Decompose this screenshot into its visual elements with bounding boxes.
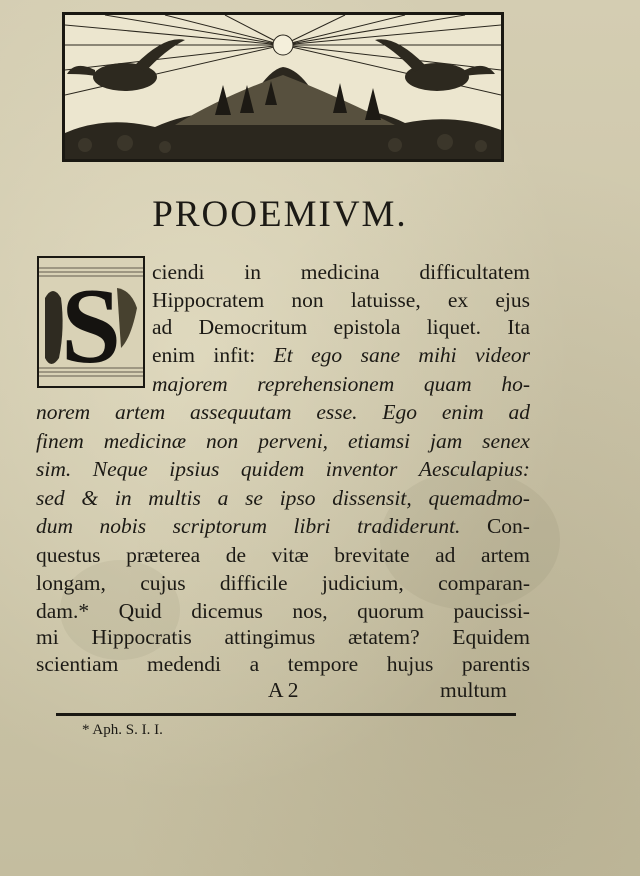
- text-line-3: [152, 317, 530, 339]
- word: nos,: [292, 599, 328, 623]
- word: senex: [482, 429, 530, 453]
- word: dicemus: [191, 599, 263, 623]
- catchword: multum: [440, 678, 507, 702]
- woodcut-headpiece: [62, 12, 504, 162]
- decorated-initial: [37, 256, 145, 388]
- word: ipso: [279, 486, 316, 510]
- word: se: [245, 486, 263, 510]
- word: longam,: [36, 571, 106, 595]
- word: ejus: [495, 288, 530, 312]
- word: non: [206, 429, 239, 453]
- word: Ita: [507, 315, 530, 339]
- initial-letter: S: [60, 267, 122, 386]
- word: sane: [360, 343, 401, 367]
- word: videor: [475, 343, 530, 367]
- word: comparan-: [438, 571, 530, 595]
- word: ad: [152, 315, 173, 339]
- word: Ego: [382, 400, 417, 424]
- word: Democritum: [198, 315, 308, 339]
- word: libri: [293, 514, 331, 538]
- text-line-2: [152, 290, 530, 312]
- word: Et: [273, 343, 293, 367]
- word: vitæ: [271, 543, 309, 567]
- word: scriptorum: [172, 514, 268, 538]
- text-line-12: [36, 573, 530, 595]
- word: attingimus: [224, 625, 316, 649]
- word: Neque: [92, 457, 148, 481]
- word: majorem: [152, 372, 228, 396]
- word: sim.: [36, 457, 72, 481]
- word: assequutam: [189, 400, 292, 424]
- word: mihi: [418, 343, 457, 367]
- word: ho-: [501, 372, 530, 396]
- word: parentis: [461, 652, 530, 676]
- word: jam: [430, 429, 463, 453]
- word: questus: [36, 543, 101, 567]
- word: quorum: [357, 599, 425, 623]
- word: in: [244, 260, 262, 284]
- word: ætatem?: [348, 625, 420, 649]
- word: Equidem: [452, 625, 530, 649]
- word: dam.*: [36, 599, 90, 623]
- word: Hippocratis: [91, 625, 192, 649]
- footnote-rule: [56, 713, 516, 716]
- word: tempore: [287, 652, 359, 676]
- word: difficultatem: [419, 260, 530, 284]
- text-line-1: [152, 262, 530, 284]
- word: cujus: [140, 571, 186, 595]
- text-line-8: [36, 459, 530, 481]
- word: inventor: [325, 457, 398, 481]
- word: medicinæ: [103, 429, 187, 453]
- word: ad: [508, 400, 530, 424]
- word: brevitate: [334, 543, 410, 567]
- word: esse.: [316, 400, 358, 424]
- word: perveni,: [258, 429, 329, 453]
- word: norem: [36, 400, 91, 424]
- word: tradiderunt.: [357, 514, 461, 538]
- word: ex: [447, 288, 469, 312]
- word: artem: [481, 543, 530, 567]
- word: ciendi: [152, 260, 205, 284]
- text-line-4: [152, 345, 530, 367]
- word: ad: [435, 543, 456, 567]
- word: scientiam: [36, 652, 119, 676]
- word: nobis: [99, 514, 147, 538]
- word: mi: [36, 625, 59, 649]
- word: liquet.: [426, 315, 482, 339]
- word: epistola: [333, 315, 401, 339]
- text-line-9: [36, 488, 530, 510]
- word: Con-: [486, 514, 530, 538]
- word: Hippocratem: [152, 288, 265, 312]
- word: multis: [148, 486, 201, 510]
- word: infit:: [213, 343, 256, 367]
- word: judicium,: [321, 571, 404, 595]
- word: paucissi-: [453, 599, 530, 623]
- page-title: PROOEMIVM.: [152, 194, 408, 235]
- word: a: [249, 652, 260, 676]
- word: finem: [36, 429, 84, 453]
- word: quemadmo-: [428, 486, 530, 510]
- word: Quid: [118, 599, 162, 623]
- word: enim: [152, 343, 195, 367]
- word: hujus: [386, 652, 434, 676]
- text-line-15: [36, 654, 530, 676]
- signature-mark: A 2: [268, 678, 299, 702]
- word: &: [81, 486, 99, 510]
- word: ipsius: [169, 457, 220, 481]
- word: in: [114, 486, 132, 510]
- text-line-10: [36, 516, 530, 538]
- text-line-14: [36, 627, 530, 649]
- text-line-6: [36, 402, 530, 424]
- word: artem: [114, 400, 166, 424]
- text-line-13: [36, 601, 530, 623]
- footnote: * Aph. S. I. I.: [82, 722, 163, 738]
- word: enim: [441, 400, 484, 424]
- word: non: [291, 288, 324, 312]
- text-line-5: [152, 374, 530, 396]
- word: præterea: [126, 543, 201, 567]
- word: medicina: [300, 260, 380, 284]
- text-line-7: [36, 431, 530, 453]
- word: quam: [423, 372, 472, 396]
- word: etiamsi: [347, 429, 411, 453]
- word: dum: [36, 514, 74, 538]
- word: quidem: [240, 457, 305, 481]
- word: dissensit,: [332, 486, 412, 510]
- word: sed: [36, 486, 65, 510]
- word: Aesculapius:: [418, 457, 530, 481]
- text-line-11: [36, 545, 530, 567]
- word: reprehensionem: [257, 372, 395, 396]
- word: a: [217, 486, 229, 510]
- word: medendi: [146, 652, 222, 676]
- word: latuisse,: [350, 288, 421, 312]
- word: ego: [311, 343, 343, 367]
- word: difficile: [219, 571, 288, 595]
- word: de: [225, 543, 247, 567]
